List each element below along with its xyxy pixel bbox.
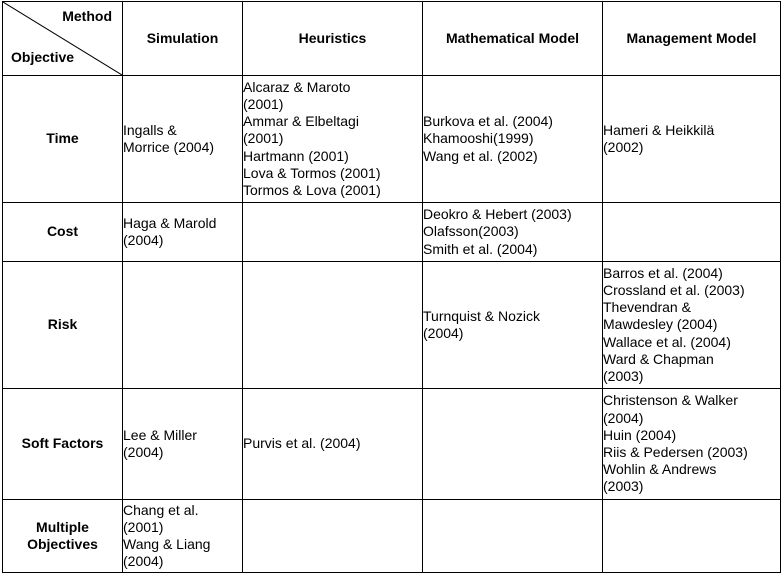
row-header-risk: Risk [3, 262, 123, 389]
row-header-cost: Cost [3, 203, 123, 262]
table-cell [243, 262, 423, 389]
table-cell: Purvis et al. (2004) [243, 389, 423, 500]
table-cell [243, 203, 423, 262]
table-cell [603, 500, 781, 573]
header-row [3, 2, 781, 76]
row-header-multiple-objectives: Multiple Objectives [3, 500, 123, 573]
table-row [3, 203, 781, 262]
column-header-heuristics: Heuristics [243, 2, 423, 76]
objective-label: Objective [11, 48, 75, 65]
corner-cell [3, 2, 123, 76]
table-cell [603, 203, 781, 262]
row-header-soft-factors: Soft Factors [3, 389, 123, 500]
table-row [3, 76, 781, 203]
column-header-management-model: Management Model [603, 2, 781, 76]
method-objective-table [2, 1, 781, 573]
table-row [3, 262, 781, 389]
table-row [3, 389, 781, 500]
table-cell: Hameri & Heikkilä (2002) [603, 76, 781, 203]
method-label: Method [62, 8, 112, 24]
row-header-time: Time [3, 76, 123, 203]
table-cell: Chang et al. (2001) Wang & Liang (2004) [123, 500, 243, 573]
table-cell: Deokro & Hebert (2003) Olafsson(2003) Smith et al. (2004) [423, 203, 603, 262]
table-cell: Christenson & Walker (2004) Huin (2004) Riis & Pedersen (2003) Wohlin & Andrews (2003) [603, 389, 781, 500]
table-cell: Turnquist & Nozick (2004) [423, 262, 603, 389]
table-cell: Burkova et al. (2004) Khamooshi(1999) Wang et al. (2002) [423, 76, 603, 203]
table-cell [423, 500, 603, 573]
column-header-simulation: Simulation [123, 2, 243, 76]
column-header-mathematical-model: Mathematical Model [423, 2, 603, 76]
table-cell: Barros et al. (2004) Crossland et al. (2003) Thevendran & Mawdesley (2004) Wallace et al. (2004) Ward & Chapman (2003) [603, 262, 781, 389]
table-cell: Ingalls & Morrice (2004) [123, 76, 243, 203]
table-cell [243, 500, 423, 573]
table-cell: Haga & Marold (2004) [123, 203, 243, 262]
table-cell [123, 262, 243, 389]
table-cell: Lee & Miller (2004) [123, 389, 243, 500]
table-cell [423, 389, 603, 500]
table-row [3, 500, 781, 573]
table-cell: Alcaraz & Maroto (2001) Ammar & Elbeltagi (2001) Hartmann (2001) Lova & Tormos (2001) Tormos & Lova (2001) [243, 76, 423, 203]
